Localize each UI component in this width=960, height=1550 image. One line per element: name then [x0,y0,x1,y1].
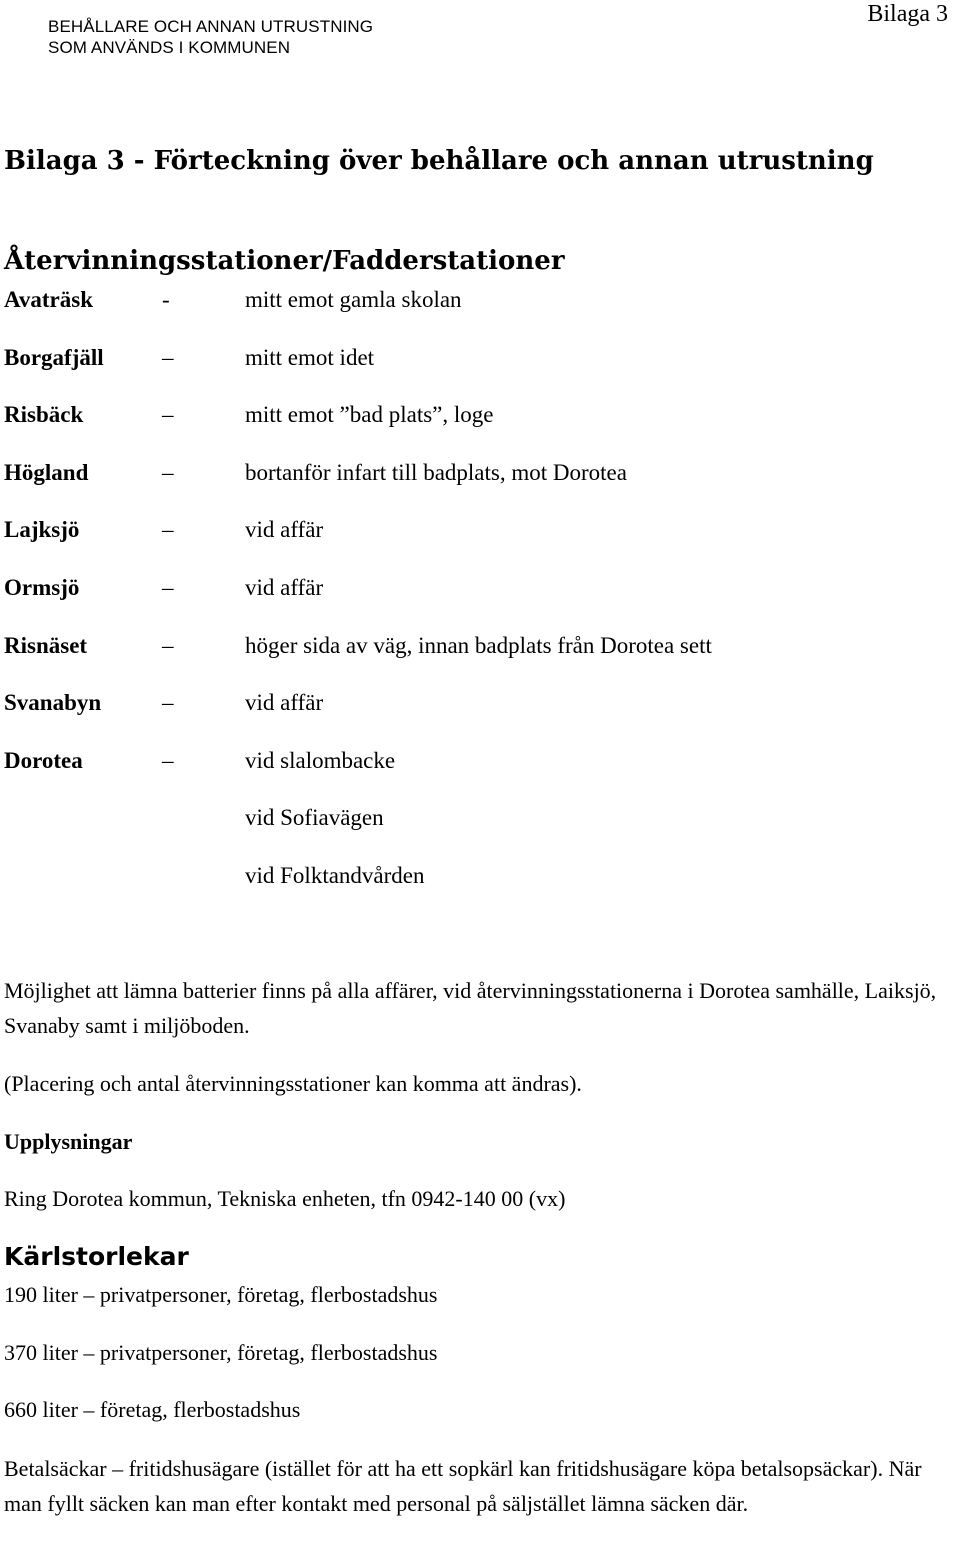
station-location: höger sida av väg, innan badplats från Dorotea sett [245,632,712,658]
station-location: mitt emot idet [245,344,375,370]
station-row [4,514,954,572]
station-dash: – [162,632,174,658]
station-dash: – [162,690,174,716]
bin-size-item: 660 liter – företag, flerbostadshus [4,1397,301,1423]
station-row [4,342,954,400]
placement-note: (Placering och antal återvinningsstationer kan komma att ändras). [4,1071,582,1096]
station-row [4,399,954,457]
document-header [48,16,373,58]
station-row [4,687,954,745]
station-location: vid Folktandvården [245,862,425,888]
info-text: Ring Dorotea kommun, Tekniska enheten, tfn 0942-140 00 (vx) [4,1186,566,1211]
station-location: mitt emot gamla skolan [245,287,462,312]
header-org-line2: SOM ANVÄNDS I KOMMUNEN [48,38,291,57]
bin-size-item: 370 liter – privatpersoner, företag, flerbostadshus [4,1339,438,1365]
appendix-label: Bilaga 3 [867,1,948,27]
station-place: Lajksjö [4,517,80,543]
station-row [4,457,954,515]
station-row [4,802,954,860]
station-dash: – [162,517,174,543]
station-location: vid slalombacke [245,747,396,773]
station-row [4,745,954,803]
station-place: Risnäset [4,632,88,658]
station-row [4,630,954,688]
station-place: Avaträsk [4,287,94,312]
stations-heading: Återvinningsstationer/Fadderstationer [4,246,565,276]
station-row [4,284,954,342]
info-heading: Upplysningar [4,1129,133,1154]
station-location: vid Sofiavägen [245,805,384,831]
bin-sizes-list [4,1278,438,1451]
header-org-line1: BEHÅLLARE OCH ANNAN UTRUSTNING [48,17,374,36]
bin-sizes-heading: Kärlstorlekar [4,1242,189,1271]
station-row [4,860,954,918]
batteries-paragraph: Möjlighet att lämna batterier finns på alla affärer, vid återvinningsstationerna i Dorotea samhälle, Laiksjö, Svanaby samt i miljöboden. [4,978,937,1038]
station-dash: – [162,344,174,370]
station-place: Risbäck [4,402,84,428]
station-location: bortanför infart till badplats, mot Dorotea [245,459,627,485]
stations-list [4,284,954,918]
station-location: vid affär [245,690,324,716]
station-place: Borgafjäll [4,344,104,370]
station-dash: – [162,402,174,428]
station-place: Svanabyn [4,690,102,716]
station-dash: – [162,574,174,600]
station-place: Högland [4,459,89,485]
bin-size-item: 190 liter – privatpersoner, företag, flerbostadshus [4,1282,438,1307]
station-dash: - [162,287,170,312]
station-location: mitt emot ”bad plats”, loge [245,402,494,428]
station-dash: – [162,459,174,485]
payment-bags-paragraph: Betalsäckar – fritidshusägare (istället för att ha ett sopkärl kan fritidshusägare köpa betalsopsäckar). När man fyllt säcken kan man efter kontakt med personal på säljstället lämna säcken där. [4,1456,922,1516]
station-location: vid affär [245,574,324,600]
station-dash: – [162,747,174,773]
station-row [4,572,954,630]
station-location: vid affär [245,517,324,543]
station-place: Dorotea [4,747,83,773]
document-title: Bilaga 3 - Förteckning över behållare och annan utrustning [4,146,874,176]
station-place: Ormsjö [4,574,80,600]
